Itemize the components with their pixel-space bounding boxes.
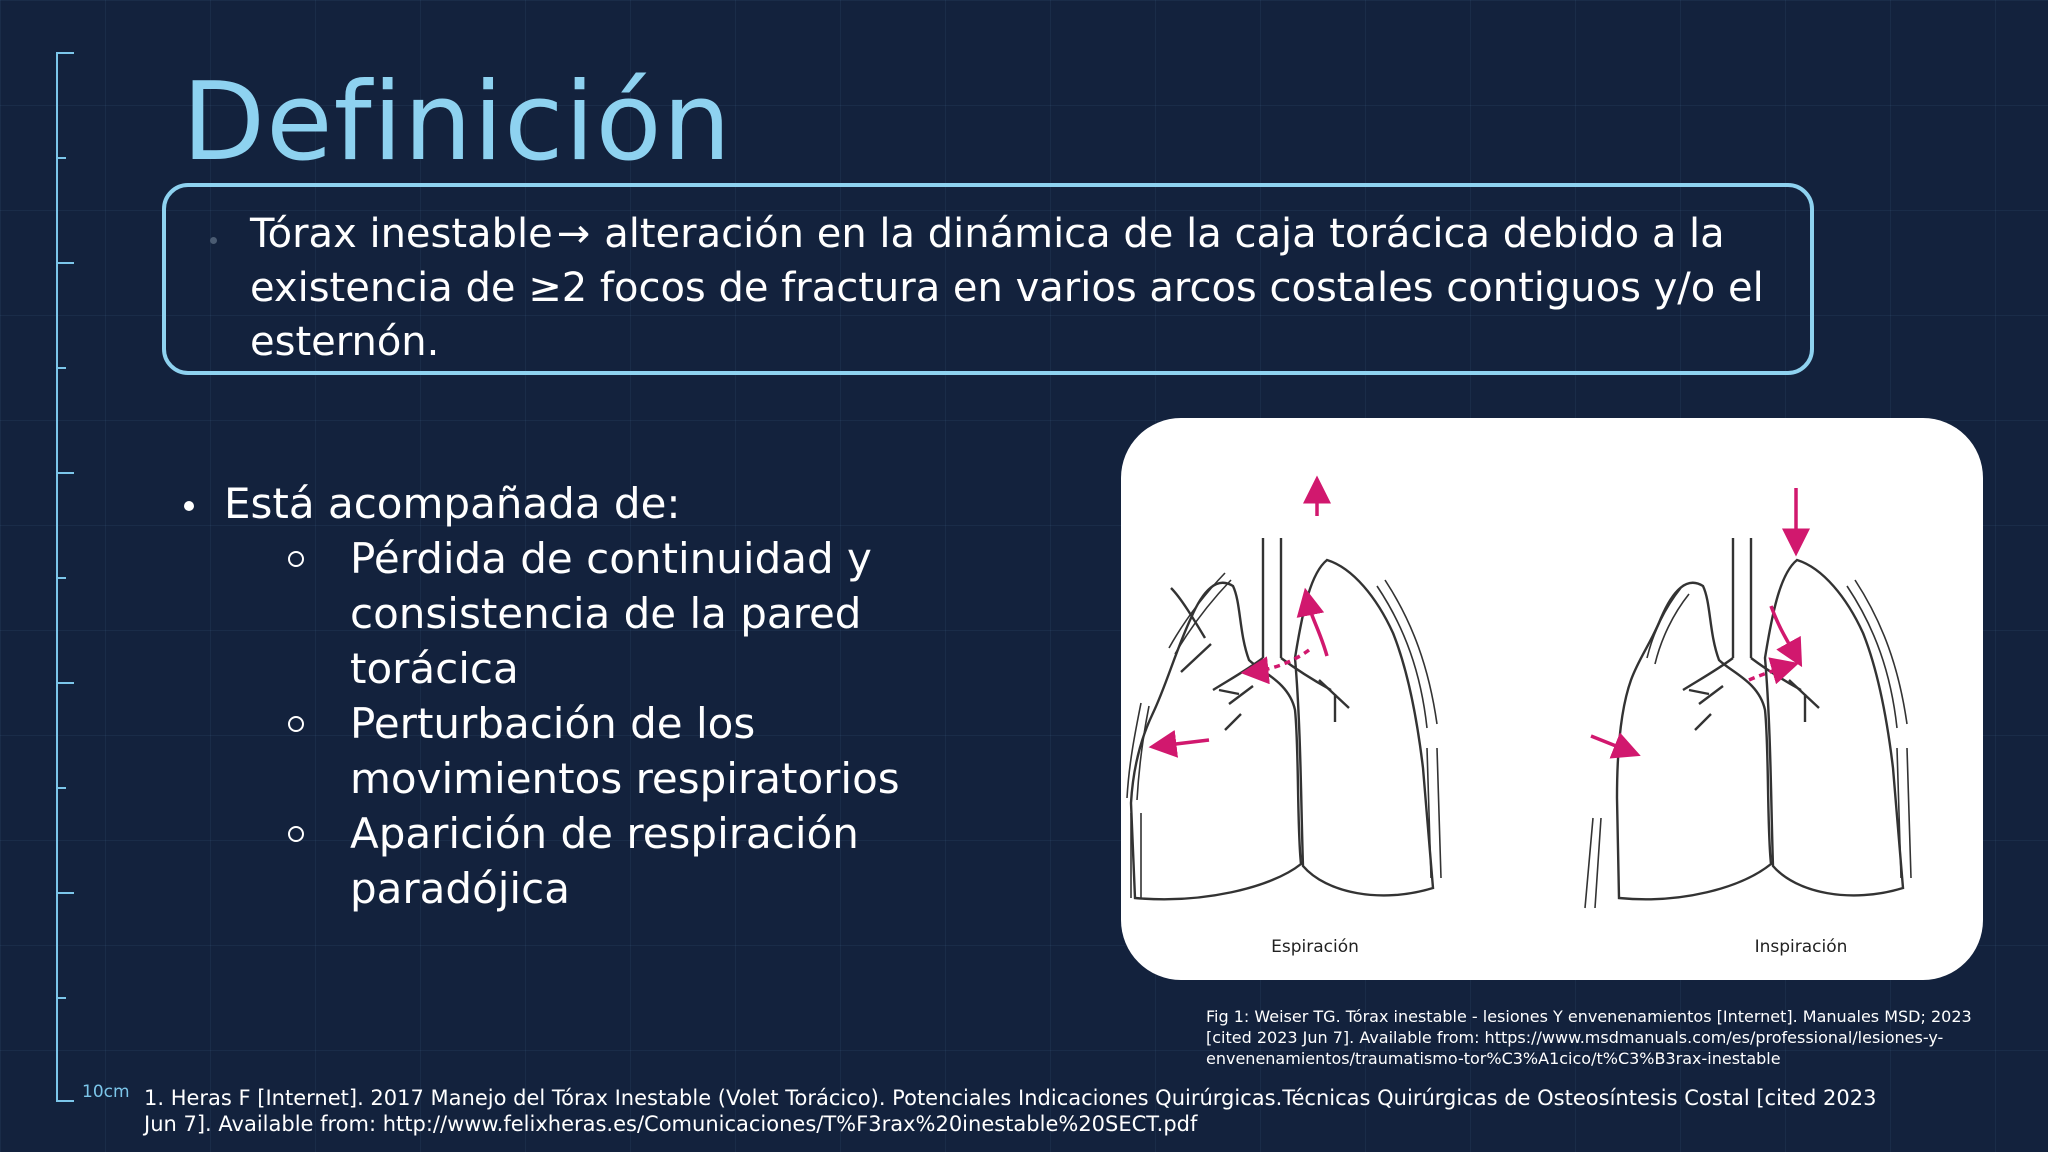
definition-term: Tórax inestable xyxy=(250,211,553,257)
air-flow-arrow-icon xyxy=(1771,606,1797,658)
definition-box xyxy=(162,183,1814,375)
ruler-tick xyxy=(56,577,66,579)
circle-bullet-icon xyxy=(288,551,304,567)
ruler-tick xyxy=(56,472,74,474)
ruler-tick xyxy=(56,1100,74,1102)
arrow-right-icon: → xyxy=(556,211,591,257)
inspiration-lungs xyxy=(1585,538,1911,908)
lungs-figure xyxy=(1121,418,1983,980)
list-item xyxy=(180,531,910,696)
accompanied-list xyxy=(180,476,910,916)
bullet-icon xyxy=(184,501,194,511)
ruler xyxy=(56,52,76,1102)
expiration-label: Espiración xyxy=(1271,937,1359,957)
ruler-tick xyxy=(56,157,66,159)
wall-move-arrow-icon xyxy=(1591,736,1631,752)
ruler-label: 10cm xyxy=(82,1082,130,1102)
lungs-illustration xyxy=(1121,418,1983,980)
circle-bullet-icon xyxy=(288,716,304,732)
air-flow-arrow-icon xyxy=(1749,666,1789,680)
ruler-tick xyxy=(56,367,66,369)
ruler-tick xyxy=(56,262,74,264)
air-flow-arrow-icon xyxy=(1307,598,1327,656)
list-item-text: Pérdida de continuidad y consistencia de la pared torácica xyxy=(350,534,872,693)
ruler-tick xyxy=(56,682,74,684)
ruler-tick xyxy=(56,997,66,999)
slide-title: Definición xyxy=(182,60,732,185)
list-heading: Está acompañada de: xyxy=(224,479,681,528)
expiration-lungs xyxy=(1127,538,1441,899)
wall-move-arrow-icon xyxy=(1159,740,1209,746)
inspiration-label: Inspiración xyxy=(1754,937,1848,957)
bullet-icon xyxy=(210,237,217,244)
definition-body: alteración en la dinámica de la caja torácica debido a la existencia de ≥2 focos de fractura en varios arcos costales contiguos y/o el esternón. xyxy=(250,211,1764,365)
definition-text xyxy=(250,207,1790,369)
list-item xyxy=(180,696,910,806)
circle-bullet-icon xyxy=(288,826,304,842)
ruler-tick xyxy=(56,52,74,54)
reference-text: 1. Heras F [Internet]. 2017 Manejo del Tórax Inestable (Volet Torácico). Potenciales Indicaciones Quirúrgicas.Técnicas Quirúrgicas de Osteosíntesis Costal [cited 2023 Jun 7]. Available from: http://www.felixheras.es/Comunicaciones/T%F3rax%20inestable%20SECT.pdf xyxy=(144,1086,1877,1136)
list-item-text: Perturbación de los movimientos respiratorios xyxy=(350,699,900,803)
list-item xyxy=(180,806,910,916)
ruler-tick xyxy=(56,892,74,894)
list-item-text: Aparición de respiración paradójica xyxy=(350,809,859,913)
list-heading-item xyxy=(180,476,910,531)
ruler-tick xyxy=(56,787,66,789)
figure-caption: Fig 1: Weiser TG. Tórax inestable - lesiones Y envenenamientos [Internet]. Manuales MSD; 2023 [cited 2023 Jun 7]. Available from: https://www.msdmanuals.com/es/professional/lesiones-y-envenenamientos/traumatismo-tor%C3%A1cico/t%C3%B3rax-inestable xyxy=(1206,1007,1972,1068)
